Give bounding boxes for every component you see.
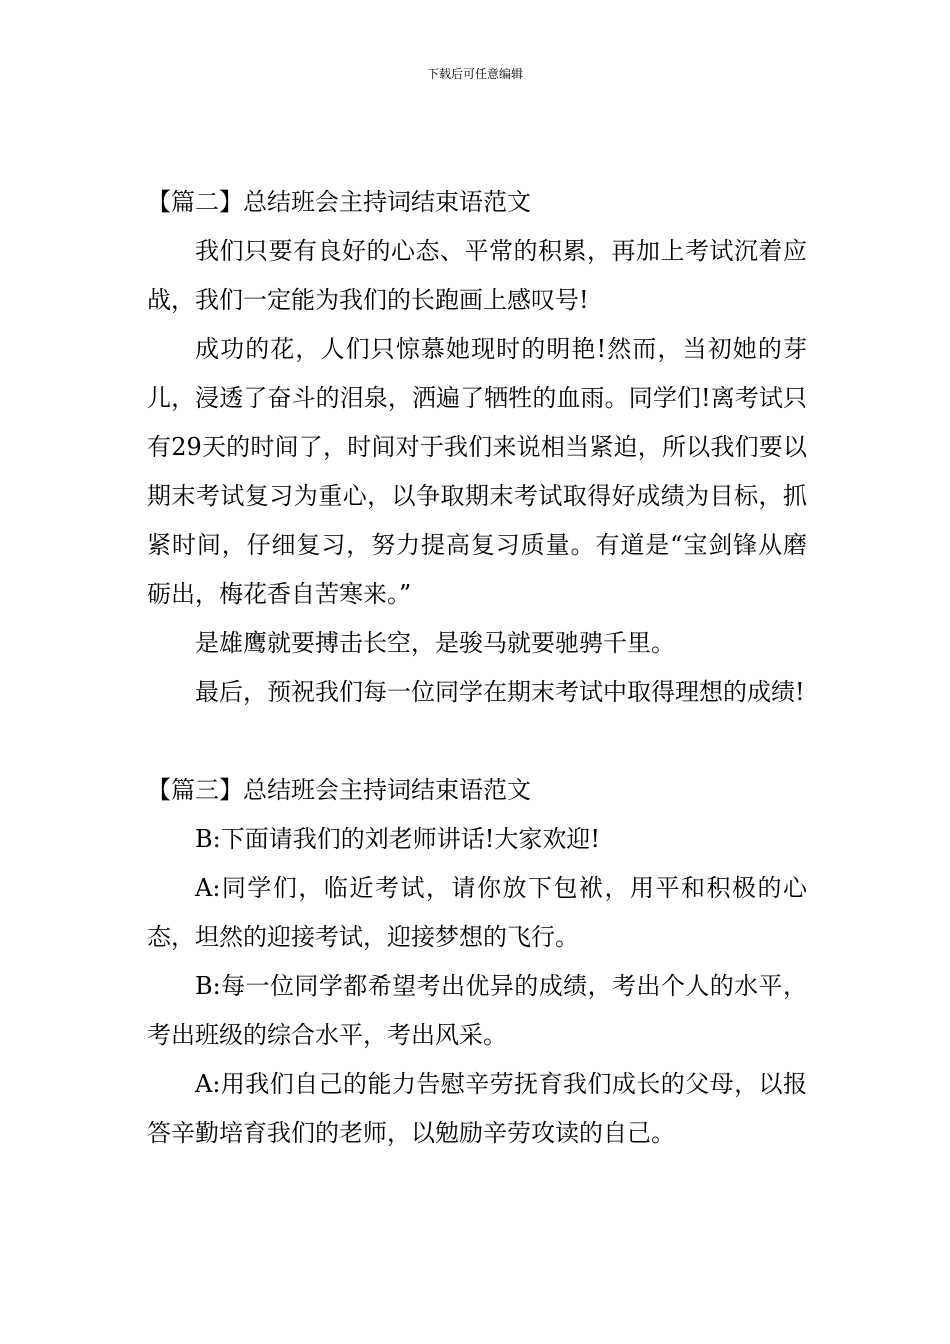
section-title: 【篇二】总结班会主持词结束语范文 [147,188,531,216]
section-title: 【篇三】总结班会主持词结束语范文 [147,776,531,804]
page-header: 下载后可任意编辑 [426,67,523,81]
paragraph: 是雄鹰就要搏击长空，是骏马就要驰骋千里。 [195,629,675,657]
section-spacer [147,717,807,766]
section-pian-san [147,766,807,1158]
paragraph: 我们只要有良好的心态、平常的积累，再加上考试沉着应战，我们一定能为我们的长跑画上感叹号! [147,237,807,314]
paragraph: 最后，预祝我们每一位同学在期末考试中取得理想的成绩! [195,678,805,706]
paragraph: B:每一位同学都希望考出优异的成绩，考出个人的水平，考出班级的综合水平，考出风采。 [147,972,807,1049]
document-body [147,178,807,1158]
paragraph: B:下面请我们的刘老师讲话!大家欢迎! [195,825,601,853]
section-pian-er [147,178,807,717]
paragraph: A:用我们自己的能力告慰辛劳抚育我们成长的父母，以报答辛勤培育我们的老师，以勉励辛劳攻读的自己。 [147,1070,807,1147]
paragraph: 成功的花，人们只惊慕她现时的明艳!然而，当初她的芽儿，浸透了奋斗的泪泉，洒遍了牺牲的血雨。同学们!离考试只有29天的时间了，时间对于我们来说相当紧迫，所以我们要以期末考试复习为重心，以争取期末考试取得好成绩为目标，抓紧时间，仔细复习，努力提高复习质量。有道是“宝剑锋从磨砺出，梅花香自苦寒来。” [147,335,807,608]
paragraph: A:同学们，临近考试，请你放下包袱，用平和积极的心态，坦然的迎接考试，迎接梦想的飞行。 [147,874,807,951]
